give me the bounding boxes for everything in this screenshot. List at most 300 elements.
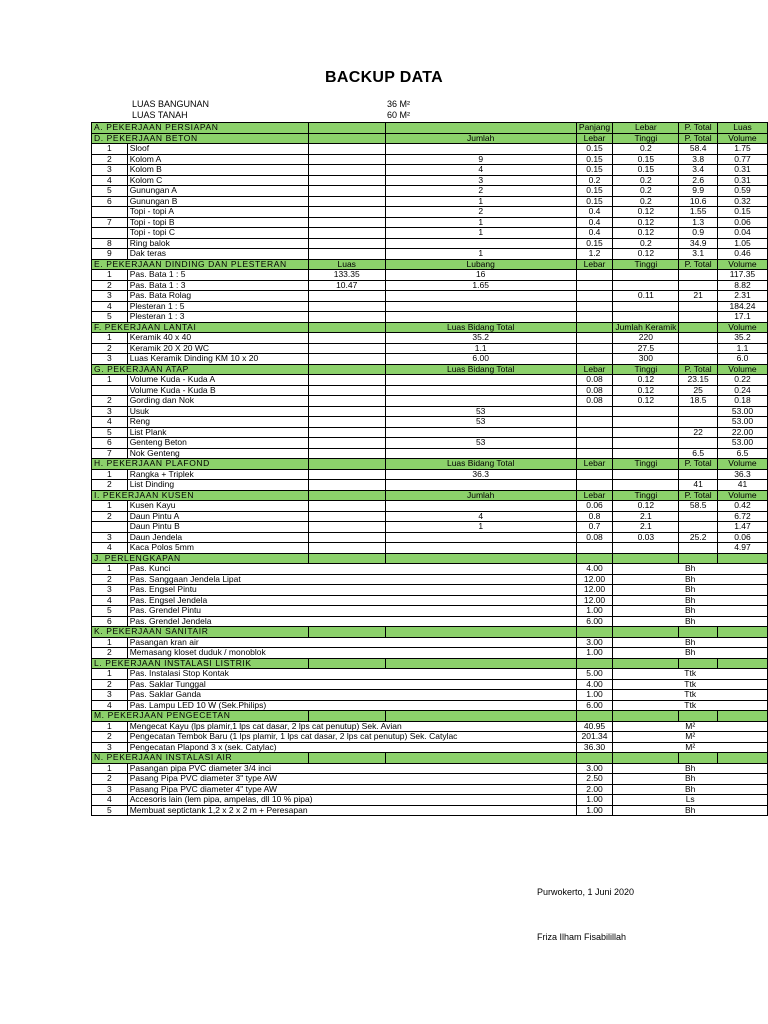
- row-number: 2: [92, 774, 128, 785]
- header-cell: [613, 711, 679, 722]
- value-cell: 23.15: [679, 375, 718, 386]
- header-cell: [576, 658, 613, 669]
- value-cell: 1.55: [679, 207, 718, 218]
- value-cell: 4: [385, 165, 576, 176]
- header-cell: [385, 711, 576, 722]
- unit-cell: Bh: [613, 616, 768, 627]
- value-cell: [576, 333, 613, 344]
- item-description: Keramik 40 x 40: [127, 333, 308, 344]
- header-cell: [576, 753, 613, 764]
- value-cell: 3: [385, 175, 576, 186]
- value-cell: [613, 280, 679, 291]
- header-cell: Lebar: [576, 133, 613, 144]
- row-number: 3: [92, 291, 128, 302]
- value-cell: [308, 238, 385, 249]
- value-cell: 4.97: [717, 543, 767, 554]
- item-description: Kolom C: [127, 175, 308, 186]
- value-cell: 41: [679, 480, 718, 491]
- value-cell: [576, 280, 613, 291]
- value-cell: 0.24: [717, 385, 767, 396]
- value-cell: 0.32: [717, 196, 767, 207]
- value-cell: 2.6: [679, 175, 718, 186]
- page-title: BACKUP DATA: [325, 69, 443, 86]
- value-cell: [679, 280, 718, 291]
- table-row: [92, 763, 768, 774]
- row-number: 2: [92, 679, 128, 690]
- table-row: [92, 532, 768, 543]
- backup-data-table: [91, 122, 768, 816]
- value-cell: [613, 427, 679, 438]
- value-cell: 34.9: [679, 238, 718, 249]
- value-cell: 0.12: [613, 501, 679, 512]
- item-description: Pas. Saklar Ganda: [127, 690, 576, 701]
- value-cell: [308, 511, 385, 522]
- table-row: [92, 154, 768, 165]
- header-cell: [308, 322, 385, 333]
- quantity-cell: 1.00: [576, 648, 613, 659]
- value-cell: [385, 238, 576, 249]
- row-number: 3: [92, 784, 128, 795]
- item-description: Pas. Engsel Jendela: [127, 595, 576, 606]
- unit-cell: Bh: [613, 637, 768, 648]
- header-cell: [308, 627, 385, 638]
- row-number: 5: [92, 186, 128, 197]
- row-number: 1: [92, 763, 128, 774]
- row-number: 5: [92, 312, 128, 323]
- section-row: [92, 553, 768, 564]
- table-row: [92, 427, 768, 438]
- value-cell: 1: [385, 522, 576, 533]
- value-cell: [576, 480, 613, 491]
- row-number: 3: [92, 585, 128, 596]
- value-cell: [576, 354, 613, 365]
- value-cell: [679, 312, 718, 323]
- value-cell: 0.18: [717, 396, 767, 407]
- header-cell: [576, 553, 613, 564]
- value-cell: 2.1: [613, 511, 679, 522]
- value-cell: 0.7: [576, 522, 613, 533]
- value-cell: [385, 396, 576, 407]
- table-row: [92, 648, 768, 659]
- value-cell: 0.8: [576, 511, 613, 522]
- value-cell: 0.9: [679, 228, 718, 239]
- header-cell: [717, 658, 767, 669]
- value-cell: [576, 406, 613, 417]
- header-cell: Tinggi: [613, 259, 679, 270]
- table-row: [92, 291, 768, 302]
- table-row: [92, 196, 768, 207]
- header-cell: Lebar: [613, 123, 679, 134]
- quantity-cell: 1.00: [576, 606, 613, 617]
- row-number: 2: [92, 343, 128, 354]
- item-description: Gunungan A: [127, 186, 308, 197]
- value-cell: 16: [385, 270, 576, 281]
- row-number: [92, 522, 128, 533]
- row-number: 4: [92, 543, 128, 554]
- item-description: Daun Jendela: [127, 532, 308, 543]
- sign-name: Friza Ilham Fisabilillah: [537, 932, 627, 942]
- quantity-cell: 1.00: [576, 805, 613, 816]
- section-row: [92, 490, 768, 501]
- table-row: [92, 385, 768, 396]
- value-cell: [679, 343, 718, 354]
- value-cell: 35.2: [717, 333, 767, 344]
- value-cell: 0.15: [576, 196, 613, 207]
- item-description: Rangka + Triplek: [127, 469, 308, 480]
- row-number: 1: [92, 501, 128, 512]
- header-cell: [717, 753, 767, 764]
- item-description: Plesteran 1 : 5: [127, 301, 308, 312]
- row-number: 3: [92, 354, 128, 365]
- unit-cell: Bh: [613, 805, 768, 816]
- value-cell: [308, 522, 385, 533]
- value-cell: [613, 480, 679, 491]
- value-cell: [308, 385, 385, 396]
- value-cell: 0.2: [576, 175, 613, 186]
- row-number: 1: [92, 333, 128, 344]
- value-cell: 0.15: [576, 165, 613, 176]
- row-number: 6: [92, 438, 128, 449]
- value-cell: [613, 270, 679, 281]
- value-cell: 0.06: [717, 532, 767, 543]
- table-row: [92, 469, 768, 480]
- header-cell: Jumlah: [385, 133, 576, 144]
- header-cell: [308, 753, 385, 764]
- value-cell: 0.4: [576, 228, 613, 239]
- table-row: [92, 270, 768, 281]
- item-description: List Dinding: [127, 480, 308, 491]
- value-cell: [679, 511, 718, 522]
- value-cell: [308, 333, 385, 344]
- value-cell: [679, 301, 718, 312]
- value-cell: 0.4: [576, 217, 613, 228]
- unit-cell: Bh: [613, 595, 768, 606]
- value-cell: 133.35: [308, 270, 385, 281]
- value-cell: [308, 396, 385, 407]
- table-row: [92, 249, 768, 260]
- header-cell: Lebar: [576, 490, 613, 501]
- unit-cell: Ls: [613, 795, 768, 806]
- value-cell: 53.00: [717, 417, 767, 428]
- value-cell: 0.15: [576, 144, 613, 155]
- header-cell: [613, 753, 679, 764]
- value-cell: [308, 154, 385, 165]
- value-cell: [308, 480, 385, 491]
- header-cell: [679, 627, 718, 638]
- value-cell: 10.47: [308, 280, 385, 291]
- table-row: [92, 564, 768, 575]
- row-number: [92, 207, 128, 218]
- value-cell: 2.1: [613, 522, 679, 533]
- value-cell: 22.00: [717, 427, 767, 438]
- value-cell: [576, 343, 613, 354]
- unit-cell: M²: [613, 742, 768, 753]
- sign-place-date: Purwokerto, 1 Juni 2020: [537, 887, 635, 897]
- value-cell: 1.65: [385, 280, 576, 291]
- header-cell: P. Total: [679, 364, 718, 375]
- value-cell: 0.15: [576, 238, 613, 249]
- table-row: [92, 301, 768, 312]
- header-cell: Lebar: [576, 364, 613, 375]
- header-cell: Volume: [717, 322, 767, 333]
- table-row: [92, 175, 768, 186]
- row-number: 1: [92, 144, 128, 155]
- quantity-cell: 12.00: [576, 595, 613, 606]
- row-number: 4: [92, 795, 128, 806]
- item-description: Memasang kloset duduk / monoblok: [127, 648, 576, 659]
- value-cell: 9: [385, 154, 576, 165]
- unit-cell: Bh: [613, 648, 768, 659]
- table-row: [92, 679, 768, 690]
- value-cell: 300: [613, 354, 679, 365]
- item-description: Pas. Engsel Pintu: [127, 585, 576, 596]
- item-description: Kolom B: [127, 165, 308, 176]
- item-description: Usuk: [127, 406, 308, 417]
- header-cell: [308, 658, 385, 669]
- section-title: J. PERLENGKAPAN: [92, 553, 309, 564]
- header-cell: Tinggi: [613, 459, 679, 470]
- value-cell: [308, 417, 385, 428]
- table-row: [92, 574, 768, 585]
- unit-cell: Bh: [613, 564, 768, 575]
- value-cell: [576, 417, 613, 428]
- value-cell: [613, 301, 679, 312]
- row-number: 1: [92, 469, 128, 480]
- row-number: 3: [92, 406, 128, 417]
- table-row: [92, 480, 768, 491]
- value-cell: 0.08: [576, 385, 613, 396]
- table-row: [92, 732, 768, 743]
- row-number: 2: [92, 732, 128, 743]
- row-number: 5: [92, 427, 128, 438]
- value-cell: 1: [385, 217, 576, 228]
- row-number: 2: [92, 480, 128, 491]
- luas-tanah-label: LUAS TANAH: [132, 110, 188, 120]
- section-row: [92, 322, 768, 333]
- value-cell: 58.4: [679, 144, 718, 155]
- value-cell: 0.31: [717, 175, 767, 186]
- table-row: [92, 742, 768, 753]
- row-number: 2: [92, 511, 128, 522]
- value-cell: 0.06: [576, 501, 613, 512]
- item-description: Gunungan B: [127, 196, 308, 207]
- value-cell: [576, 448, 613, 459]
- table-row: [92, 616, 768, 627]
- value-cell: [679, 543, 718, 554]
- value-cell: [308, 427, 385, 438]
- row-number: 1: [92, 270, 128, 281]
- table-row: [92, 774, 768, 785]
- item-description: Pasang Pipa PVC diameter 4" type AW: [127, 784, 576, 795]
- table-row: [92, 511, 768, 522]
- row-number: 2: [92, 574, 128, 585]
- value-cell: 184.24: [717, 301, 767, 312]
- table-row: [92, 784, 768, 795]
- header-cell: [385, 658, 576, 669]
- item-description: Plesteran 1 : 3: [127, 312, 308, 323]
- unit-cell: Bh: [613, 574, 768, 585]
- table-row: [92, 690, 768, 701]
- header-cell: [308, 553, 385, 564]
- value-cell: 17.1: [717, 312, 767, 323]
- row-number: 2: [92, 154, 128, 165]
- value-cell: [308, 301, 385, 312]
- header-cell: P. Total: [679, 459, 718, 470]
- header-cell: [679, 322, 718, 333]
- section-row: [92, 133, 768, 144]
- item-description: Pas. Saklar Tunggal: [127, 679, 576, 690]
- value-cell: 0.12: [613, 217, 679, 228]
- value-cell: [679, 333, 718, 344]
- luas-tanah-value: 60 M²: [387, 110, 411, 120]
- header-cell: [385, 123, 576, 134]
- table-row: [92, 406, 768, 417]
- value-cell: [679, 469, 718, 480]
- value-cell: 0.15: [576, 154, 613, 165]
- value-cell: 0.12: [613, 375, 679, 386]
- item-description: Topi - topi B: [127, 217, 308, 228]
- item-description: Luas Keramik Dinding KM 10 x 20: [127, 354, 308, 365]
- header-cell: [385, 627, 576, 638]
- value-cell: 6.5: [679, 448, 718, 459]
- value-cell: [308, 165, 385, 176]
- quantity-cell: 3.00: [576, 637, 613, 648]
- header-cell: Tinggi: [613, 490, 679, 501]
- value-cell: 117.35: [717, 270, 767, 281]
- item-description: Pas. Grendel Pintu: [127, 606, 576, 617]
- item-description: Kolom A: [127, 154, 308, 165]
- value-cell: 2: [385, 207, 576, 218]
- value-cell: [385, 385, 576, 396]
- row-number: 4: [92, 175, 128, 186]
- row-number: 3: [92, 690, 128, 701]
- table-row: [92, 144, 768, 155]
- value-cell: [613, 312, 679, 323]
- value-cell: [308, 543, 385, 554]
- unit-cell: Ttk: [613, 690, 768, 701]
- section-row: [92, 123, 768, 134]
- item-description: Pas. Bata 1 : 5: [127, 270, 308, 281]
- header-cell: Volume: [717, 364, 767, 375]
- value-cell: [576, 291, 613, 302]
- header-cell: [717, 553, 767, 564]
- value-cell: [613, 417, 679, 428]
- value-cell: 53: [385, 406, 576, 417]
- item-description: Mengecat Kayu (lps plamir,1 lps cat dasar, 2 lps cat penutup) Sek. Avian: [127, 721, 576, 732]
- value-cell: [308, 175, 385, 186]
- value-cell: [308, 144, 385, 155]
- value-cell: [385, 532, 576, 543]
- value-cell: 0.15: [613, 165, 679, 176]
- item-description: Ring balok: [127, 238, 308, 249]
- table-row: [92, 606, 768, 617]
- row-number: 9: [92, 249, 128, 260]
- value-cell: 1.47: [717, 522, 767, 533]
- row-number: 4: [92, 700, 128, 711]
- row-number: 2: [92, 280, 128, 291]
- item-description: Keramik 20 X 20 WC: [127, 343, 308, 354]
- quantity-cell: 4.00: [576, 564, 613, 575]
- value-cell: 53: [385, 438, 576, 449]
- value-cell: 36.3: [385, 469, 576, 480]
- value-cell: 25: [679, 385, 718, 396]
- value-cell: 0.31: [717, 165, 767, 176]
- table-row: [92, 343, 768, 354]
- value-cell: 0.2: [613, 144, 679, 155]
- header-cell: Volume: [717, 259, 767, 270]
- row-number: 5: [92, 606, 128, 617]
- value-cell: 0.2: [613, 196, 679, 207]
- header-cell: [385, 753, 576, 764]
- item-description: Gording dan Nok: [127, 396, 308, 407]
- value-cell: 0.15: [576, 186, 613, 197]
- header-cell: [308, 123, 385, 134]
- value-cell: 25.2: [679, 532, 718, 543]
- value-cell: 10.6: [679, 196, 718, 207]
- value-cell: 1.05: [717, 238, 767, 249]
- row-number: 4: [92, 301, 128, 312]
- row-number: [92, 385, 128, 396]
- value-cell: [679, 417, 718, 428]
- item-description: Topi - topi C: [127, 228, 308, 239]
- value-cell: 0.06: [717, 217, 767, 228]
- value-cell: 0.12: [613, 396, 679, 407]
- value-cell: 36.3: [717, 469, 767, 480]
- row-number: 1: [92, 564, 128, 575]
- header-cell: [613, 627, 679, 638]
- header-cell: Lubang: [385, 259, 576, 270]
- row-number: 7: [92, 448, 128, 459]
- value-cell: [613, 438, 679, 449]
- value-cell: [679, 354, 718, 365]
- section-title: H. PEKERJAAN PLAFOND: [92, 459, 309, 470]
- value-cell: 1.2: [576, 249, 613, 260]
- unit-cell: Ttk: [613, 669, 768, 680]
- value-cell: 0.22: [717, 375, 767, 386]
- header-cell: Volume: [717, 490, 767, 501]
- value-cell: [308, 448, 385, 459]
- value-cell: 8.82: [717, 280, 767, 291]
- item-description: Pas. Sanggaan Jendela Lipat: [127, 574, 576, 585]
- quantity-cell: 2.00: [576, 784, 613, 795]
- value-cell: 0.03: [613, 532, 679, 543]
- table-row: [92, 417, 768, 428]
- value-cell: 6.0: [717, 354, 767, 365]
- value-cell: [308, 196, 385, 207]
- header-cell: Luas Bidang Total: [385, 364, 576, 375]
- item-description: Sloof: [127, 144, 308, 155]
- value-cell: 9.9: [679, 186, 718, 197]
- quantity-cell: 1.00: [576, 795, 613, 806]
- header-cell: [679, 553, 718, 564]
- header-cell: [308, 459, 385, 470]
- header-cell: P. Total: [679, 133, 718, 144]
- section-title: K. PEKERJAAN SANITAIR: [92, 627, 309, 638]
- value-cell: [385, 448, 576, 459]
- table-row: [92, 595, 768, 606]
- table-row: [92, 795, 768, 806]
- value-cell: 0.77: [717, 154, 767, 165]
- luas-bangunan-value: 36 M²: [387, 99, 411, 109]
- section-title: N. PEKERJAAN INSTALASI AIR: [92, 753, 309, 764]
- table-row: [92, 375, 768, 386]
- value-cell: [308, 228, 385, 239]
- header-cell: Luas Bidang Total: [385, 459, 576, 470]
- value-cell: 0.15: [717, 207, 767, 218]
- value-cell: [385, 501, 576, 512]
- value-cell: [613, 406, 679, 417]
- item-description: Volume Kuda - Kuda B: [127, 385, 308, 396]
